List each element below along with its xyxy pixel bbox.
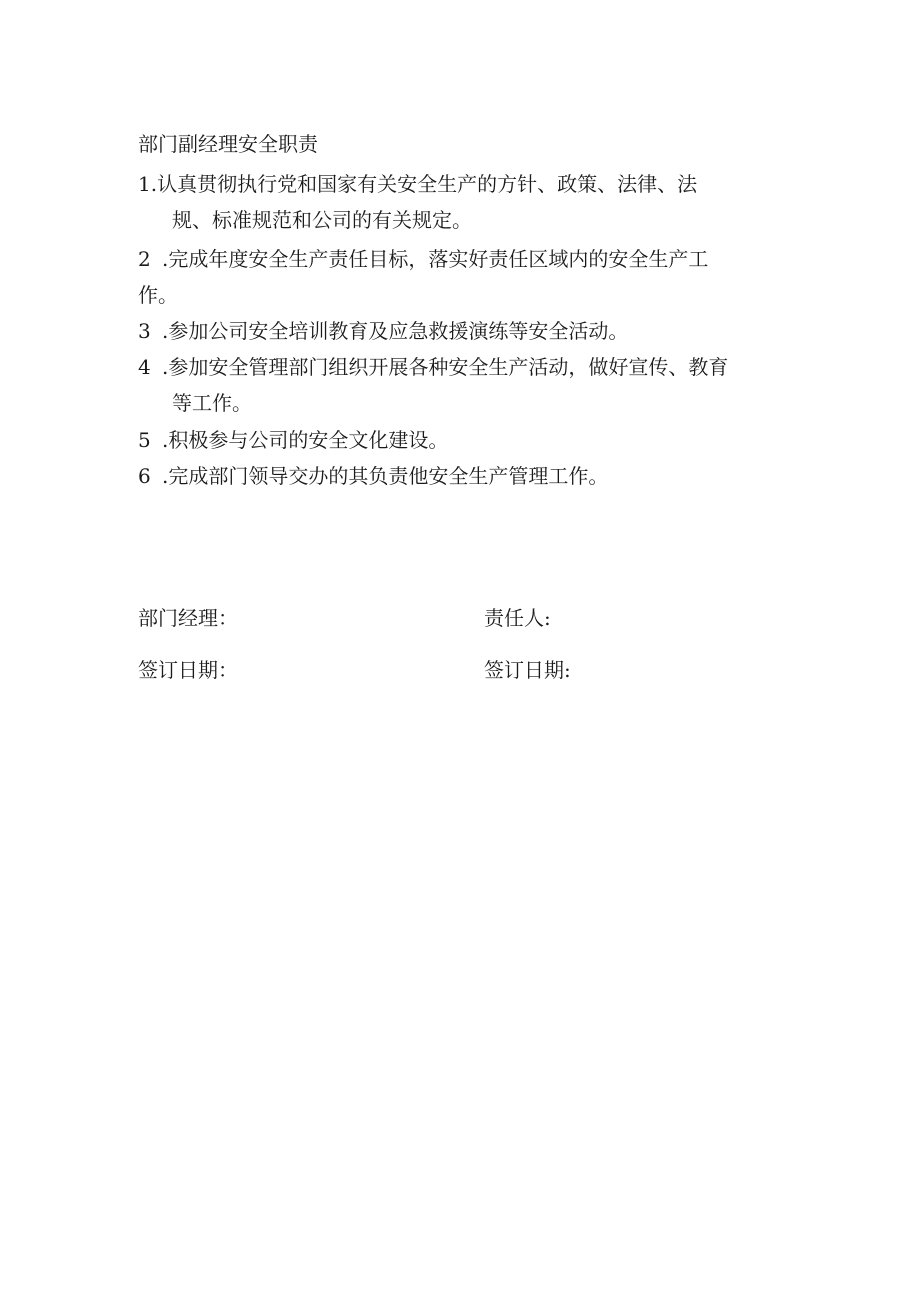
item-text: .参加安全管理部门组织开展各种安全生产活动，做好宣传、教育 <box>162 355 729 379</box>
responsible-person-label: 责任人: <box>484 606 551 630</box>
list-item-4-continuation: 等工作。 <box>172 391 252 415</box>
item-text: .积极参与公司的安全文化建设。 <box>162 428 449 452</box>
document-title: 部门副经理安全职责 <box>138 132 318 156</box>
list-item-6 <box>138 462 608 490</box>
list-item-4 <box>138 353 728 381</box>
list-item-5 <box>138 426 448 454</box>
sign-date-left-label: 签订日期： <box>138 658 238 682</box>
item-number: 3 <box>138 319 151 343</box>
manager-signature-label: 部门经理： <box>138 606 238 630</box>
sign-date-right-label: 签订日期: <box>484 658 571 682</box>
list-item-3 <box>138 317 628 345</box>
item-text: 认真贯彻执行党和国家有关安全生产的方针、政策、法律、法 <box>157 172 698 196</box>
list-item-2 <box>138 245 708 273</box>
item-number: 5 <box>138 428 151 452</box>
item-text: .参加公司安全培训教育及应急救援演练等安全活动。 <box>162 319 629 343</box>
item-text: .完成部门领导交办的其负责他安全生产管理工作。 <box>162 464 609 488</box>
item-number: 4 <box>138 355 151 379</box>
item-number: 6 <box>138 464 151 488</box>
item-number: 2 <box>138 247 151 271</box>
list-item-2-continuation: 作。 <box>138 283 178 307</box>
item-number: 1. <box>138 172 158 196</box>
list-item-1 <box>138 170 697 198</box>
list-item-1-continuation: 规、标准规范和公司的有关规定。 <box>172 208 472 232</box>
item-text: .完成年度安全生产责任目标，落实好责任区域内的安全生产工 <box>162 247 709 271</box>
